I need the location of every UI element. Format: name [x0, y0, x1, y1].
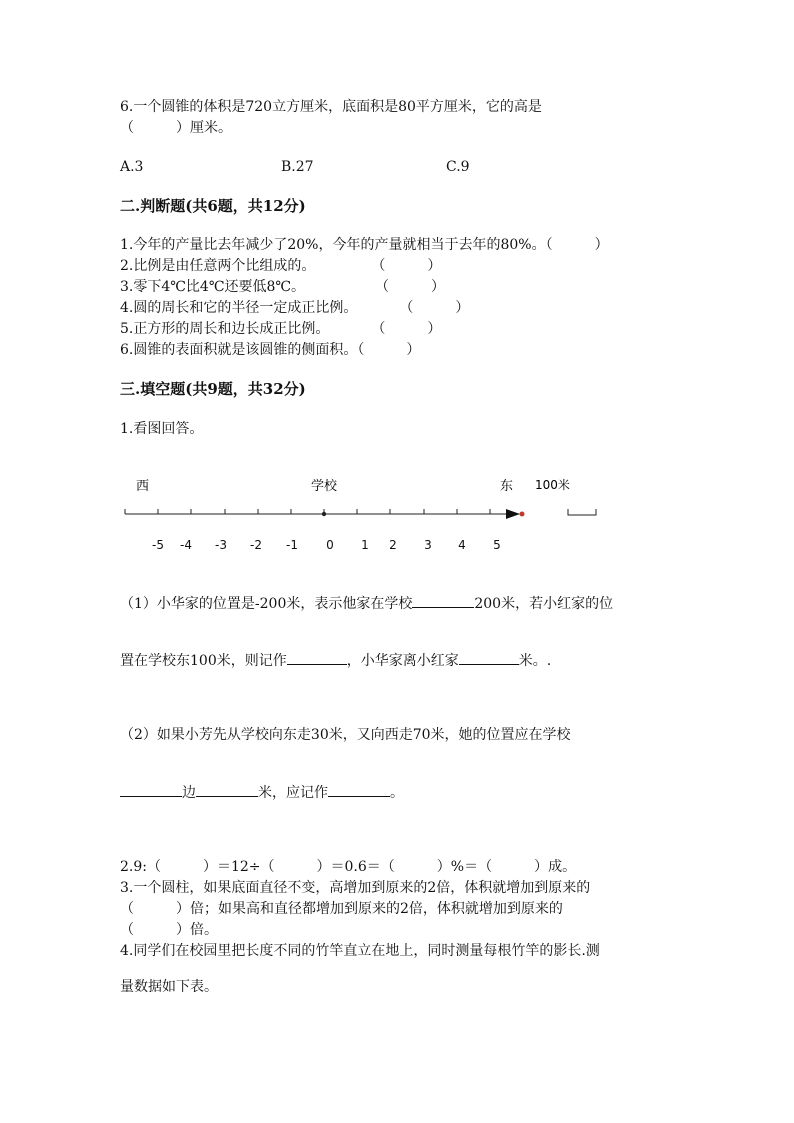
axis-tick-label: -4 [180, 538, 192, 552]
q1-part2-text-c: 米，应记作 [258, 785, 328, 801]
axis-tick-label: 1 [361, 538, 369, 552]
axis-tick-label: 0 [326, 538, 334, 552]
axis-tick-label: 2 [389, 538, 397, 552]
judge-item-6: 6.圆锥的表面积就是该圆锥的侧面积。（ ） [120, 342, 421, 358]
answer-blank-3[interactable] [459, 650, 519, 665]
scale-label: 100米 [535, 478, 570, 492]
answer-blank-2[interactable] [287, 650, 347, 665]
axis-tick-label: 3 [424, 538, 432, 552]
fill-question-4-line2: 量数据如下表。 [120, 979, 218, 995]
axis-tick-label: -5 [152, 538, 164, 552]
q1-part1-line1 [120, 593, 613, 614]
fill-question-2: 2.9:（ ）＝12÷（ ）＝0.6＝（ ）%＝（ ）成。 [120, 859, 577, 875]
west-label: 西 [136, 479, 150, 494]
answer-blank-6[interactable] [328, 782, 390, 797]
answer-blank-4[interactable] [120, 782, 182, 797]
question-6-stem-line2: （ ）厘米。 [120, 120, 232, 136]
school-label: 学校 [311, 479, 338, 494]
axis-tick-labels [152, 538, 501, 552]
judge-item-4: 4.圆的周长和它的半径一定成正比例。 （ ） [120, 300, 470, 316]
q1-part2-line2 [120, 782, 404, 803]
judge-item-2: 2.比例是由任意两个比组成的。 （ ） [120, 258, 442, 274]
q1-part1-line2 [120, 650, 551, 671]
fill-question-3-line1: 3.一个圆柱，如果底面直径不变，高增加到原来的2倍，体积就增加到原来的 [120, 880, 591, 896]
scale-bar [568, 509, 596, 515]
q1-part1-text-e: 米。. [518, 653, 552, 669]
question-6-stem-line1: 6.一个圆锥的体积是720立方厘米，底面积是80平方厘米，它的高是 [120, 99, 542, 115]
axis-tick-label: -2 [250, 538, 262, 552]
section-2-title: 二.判断题(共6题，共12分) [120, 197, 306, 215]
east-label: 东 [500, 479, 514, 494]
axis-ticks [125, 509, 490, 514]
axis-tick-label: -1 [286, 538, 298, 552]
fill-question-3-line2: （ ）倍；如果高和直径都增加到原来的2倍，体积就增加到原来的 [120, 901, 563, 917]
judge-item-1: 1.今年的产量比去年减少了20%，今年的产量就相当于去年的80%。（ ） [120, 237, 609, 253]
answer-blank-1[interactable] [412, 593, 474, 608]
q1-part1-text-d: ，小华家离小红家 [346, 653, 459, 669]
axis-tick-label: 5 [493, 538, 501, 552]
judge-item-3: 3.零下4℃比4℃还要低8℃。 （ ） [120, 279, 446, 295]
answer-blank-5[interactable] [196, 782, 258, 797]
q1-part2-line1: （2）如果小芳先从学校向东走30米，又向西走70米，她的位置应在学校 [120, 727, 571, 743]
q1-part1-text-a: （1）小华家的位置是-200米，表示他家在学校 [120, 596, 413, 612]
east-end-dot [520, 512, 525, 517]
fill-question-1-label: 1.看图回答。 [120, 421, 204, 437]
axis-tick-label: 4 [458, 538, 466, 552]
q1-part1-text-c: 置在学校东100米，则记作 [120, 653, 287, 669]
q1-part2-text-d: 。 [390, 785, 404, 801]
section-3-title: 三.填空题(共9题，共32分) [120, 380, 306, 398]
q1-part2-text-b: 边 [182, 785, 196, 801]
fill-question-3-line3: （ ）倍。 [120, 922, 218, 938]
number-line-figure [0, 0, 794, 560]
judge-item-5: 5.正方形的周长和边长成正比例。 （ ） [120, 321, 442, 337]
fill-question-4-line1: 4.同学们在校园里把长度不同的竹竿直立在地上，同时测量每根竹竿的影长.测 [120, 943, 600, 959]
axis-tick-label: -3 [215, 538, 227, 552]
option-b: B.27 [281, 159, 314, 175]
option-a: A.3 [120, 159, 144, 175]
option-c: C.9 [446, 159, 470, 175]
q1-part1-text-b: 200米，若小红家的位 [474, 596, 614, 612]
axis-arrow-icon [506, 509, 520, 519]
